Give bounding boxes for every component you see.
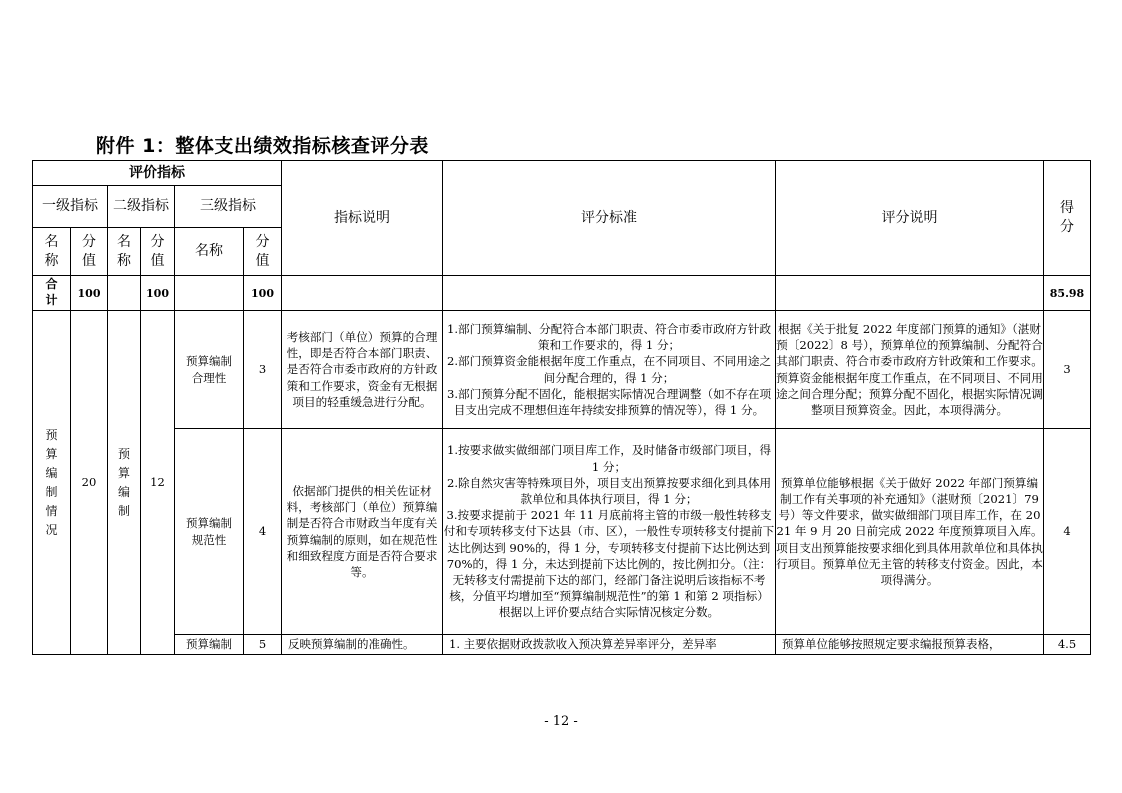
level1-name-text: 预算编制情况 <box>45 427 58 537</box>
l2-score-header-text: 分值 <box>150 233 165 269</box>
criteria-header: 评分标准 <box>443 161 776 276</box>
total-criteria <box>443 276 776 311</box>
row-explanation: 根据《关于批复 2022 年度部门预算的通知》（湛财预〔2022〕8 号），预算单位的预算编制、分配符合其部门职责、符合市委市政府方针政策和工作要求。预算资金能根据年度工作重点，在不同项目、不同用途之间合理分配；预算分配不固化，根据实际情况调整项目预算资金。因此，本项得满分。 <box>776 311 1044 429</box>
l1-score-header <box>71 228 108 276</box>
row-name: 预算编制 <box>175 635 244 655</box>
total-explanation <box>776 276 1044 311</box>
row-desc: 反映预算编制的准确性。 <box>282 635 443 655</box>
page-number: - 12 - <box>544 714 578 729</box>
level2-header: 二级指标 <box>108 186 175 228</box>
l1-name-header <box>33 228 71 276</box>
row-score: 5 <box>244 635 282 655</box>
row-name-text: 预算编制合理性 <box>186 353 232 385</box>
total-l2-score: 100 <box>141 276 175 311</box>
criteria-item: 根据以上评价要点结合实际情况核定分数。 <box>498 605 720 620</box>
total-l3-score: 100 <box>244 276 282 311</box>
row-criteria <box>443 635 776 655</box>
row-desc: 考核部门（单位）预算的合理性，即是否符合本部门职责、是否符合市委市政府的方针政策和工作要求，资金有无根据项目的轻重缓急进行分配。 <box>282 311 443 429</box>
level3-header: 三级指标 <box>175 186 282 228</box>
row-desc: 依据部门提供的相关佐证材料，考核部门（单位）预算编制是否符合市财政当年度有关预算编制的原则，如在规范性和细致程度方面是否符合要求等。 <box>282 429 443 635</box>
level2-name <box>108 311 141 655</box>
score-table <box>32 160 1091 655</box>
row-criteria <box>443 429 776 635</box>
l1-score-header-text: 分值 <box>82 233 96 269</box>
l3-score-header <box>244 228 282 276</box>
row-name-text: 预算编制规范性 <box>186 515 232 547</box>
l3-score-header-text: 分值 <box>255 233 270 269</box>
row-explanation: 预算单位能够按照规定要求编报预算表格， <box>776 635 1044 655</box>
level1-score: 20 <box>71 311 108 655</box>
row-obtained: 4 <box>1044 429 1091 635</box>
obtained-header-text: 得分 <box>1060 200 1074 235</box>
criteria-item: 3.按要求提前于 2021 年 11 月底前将主管的市级一般性转移支付和专项转移支付下达县（市、区），一般性专项转移支付提前下达比例达到 90%的，得 1 分，专项转移支付提前下达比例达到 70%的，得 1 分，未达到提前下达比例的，按比例扣分。（注：无转移支付需提前下达的部门，经部门备注说明后该指标不考核，分值平均增加至“预算编制规范性”的第 1 和第 2 项指标） <box>443 508 775 604</box>
total-label <box>33 276 71 311</box>
l3-name-header: 名称 <box>175 228 244 276</box>
total-obtained: 85.98 <box>1044 276 1091 311</box>
level2-name-text: 预算编制 <box>117 446 130 518</box>
criteria-item: 1.部门预算编制、分配符合本部门职责、符合市委市政府方针政策和工作要求的，得 1 分； <box>446 321 772 353</box>
criteria-item: 1. 主要依据财政拨款收入预决算差异率评分，差异率 <box>449 637 717 651</box>
criteria-item: 1.按要求做实做细部门项目库工作，及时储备市级部门项目，得 1 分； <box>446 443 772 474</box>
row-name <box>175 429 244 635</box>
table-row <box>33 311 1091 429</box>
row-name <box>175 311 244 429</box>
level2-score: 12 <box>141 311 175 655</box>
l2-score-header <box>141 228 175 276</box>
row-explanation: 预算单位能够根据《关于做好 2022 年部门预算编制工作有关事项的补充通知》（湛财预〔2021〕79 号）等文件要求，做实做细部门项目库工作，在 2021 年 9 月 20 日前完成 2022 年度预算项目入库。项目支出预算能按要求细化到具体用款单位和具体执行项目。预算单位无主管的转移支付资金。因此，本项得满分。 <box>776 429 1044 635</box>
total-l2-name <box>108 276 141 311</box>
level1-name <box>33 311 71 655</box>
l2-name-header-text: 名称 <box>117 233 131 269</box>
row-obtained: 4.5 <box>1044 635 1091 655</box>
table-row <box>33 429 1091 635</box>
explanation-header: 评分说明 <box>776 161 1044 276</box>
page-title: 附件 1：整体支出绩效指标核查评分表 <box>96 135 429 157</box>
criteria-item: 2.部门预算资金能根据年度工作重点，在不同项目、不同用途之间分配合理的，得 1 分； <box>446 354 772 385</box>
row-score: 3 <box>244 311 282 429</box>
criteria-item: 2.除自然灾害等特殊项目外，项目支出预算按要求细化到具体用款单位和具体执行项目，得 1 分； <box>446 475 772 506</box>
eval-indicator-header: 评价指标 <box>33 161 282 186</box>
row-criteria <box>443 311 776 429</box>
indicator-desc-header: 指标说明 <box>282 161 443 276</box>
l2-name-header <box>108 228 141 276</box>
row-obtained: 3 <box>1044 311 1091 429</box>
table-row <box>33 635 1091 655</box>
total-l1-score: 100 <box>71 276 108 311</box>
total-label-text: 合计 <box>45 277 58 307</box>
criteria-item: 3.部门预算分配不固化，能根据实际情况合理调整（如不存在项目支出完成不理想但连年持续安排预算的情况等），得 1 分。 <box>446 386 772 417</box>
l1-name-header-text: 名称 <box>44 233 59 269</box>
total-desc <box>282 276 443 311</box>
obtained-header <box>1044 161 1091 276</box>
row-score: 4 <box>244 429 282 635</box>
total-l3-name <box>175 276 244 311</box>
level1-header: 一级指标 <box>33 186 108 228</box>
